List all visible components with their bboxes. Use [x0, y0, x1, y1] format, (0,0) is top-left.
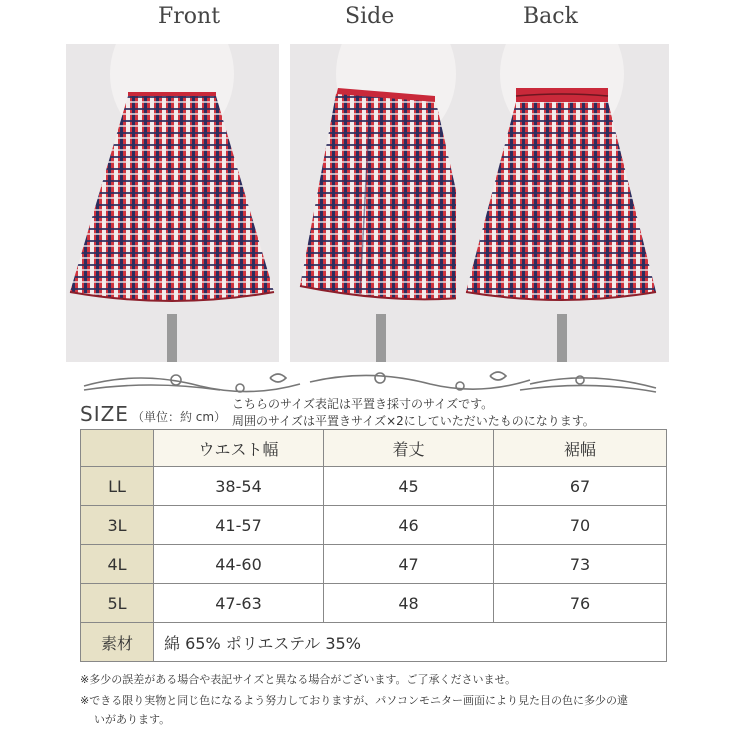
material-row [81, 623, 667, 662]
row-length: 47 [324, 545, 494, 584]
back-photo [456, 44, 669, 362]
row-size: 5L [81, 584, 154, 623]
row-hem: 70 [494, 506, 667, 545]
size-unit: （単位：約 cm） [131, 410, 227, 424]
material-value: 綿 65% ポリエステル 35% [154, 623, 667, 662]
row-hem: 76 [494, 584, 667, 623]
row-length: 46 [324, 506, 494, 545]
footnote-1: ※多少の誤差がある場合や表記サイズと異なる場合がございます。ご了承くださいませ。 [80, 673, 517, 686]
table-row [81, 506, 667, 545]
header-waist: ウエスト幅 [154, 430, 324, 467]
size-title [80, 402, 226, 426]
row-hem: 67 [494, 467, 667, 506]
row-hem: 73 [494, 545, 667, 584]
label-front: Front [158, 4, 221, 29]
label-side: Side [345, 4, 395, 29]
table-header-row [81, 430, 667, 467]
row-length: 45 [324, 467, 494, 506]
front-photo [66, 44, 279, 362]
header-hem: 裾幅 [494, 430, 667, 467]
table-row [81, 467, 667, 506]
header-length: 着丈 [324, 430, 494, 467]
row-length: 48 [324, 584, 494, 623]
size-title-text: SIZE [80, 402, 129, 426]
row-size: 4L [81, 545, 154, 584]
row-waist: 44-60 [154, 545, 324, 584]
size-note-1: こちらのサイズ表記は平置き採寸のサイズです。 [232, 397, 494, 411]
row-size: 3L [81, 506, 154, 545]
footnote-2: ※できる限り実物と同じ色になるよう努力しておりますが、パソコンモニター画面により見た目の色に多少の違 [80, 694, 628, 707]
size-table [80, 429, 667, 662]
row-waist: 47-63 [154, 584, 324, 623]
table-row [81, 584, 667, 623]
row-waist: 41-57 [154, 506, 324, 545]
label-back: Back [523, 4, 578, 29]
footnote-3: いがあります。 [94, 713, 171, 726]
table-row [81, 545, 667, 584]
row-size: LL [81, 467, 154, 506]
row-waist: 38-54 [154, 467, 324, 506]
size-note-2: 周囲のサイズは平置きサイズ×2にしていただいたものになります。 [232, 414, 595, 428]
ornament-divider [80, 366, 660, 398]
header-corner [81, 430, 154, 467]
material-label: 素材 [81, 623, 154, 662]
